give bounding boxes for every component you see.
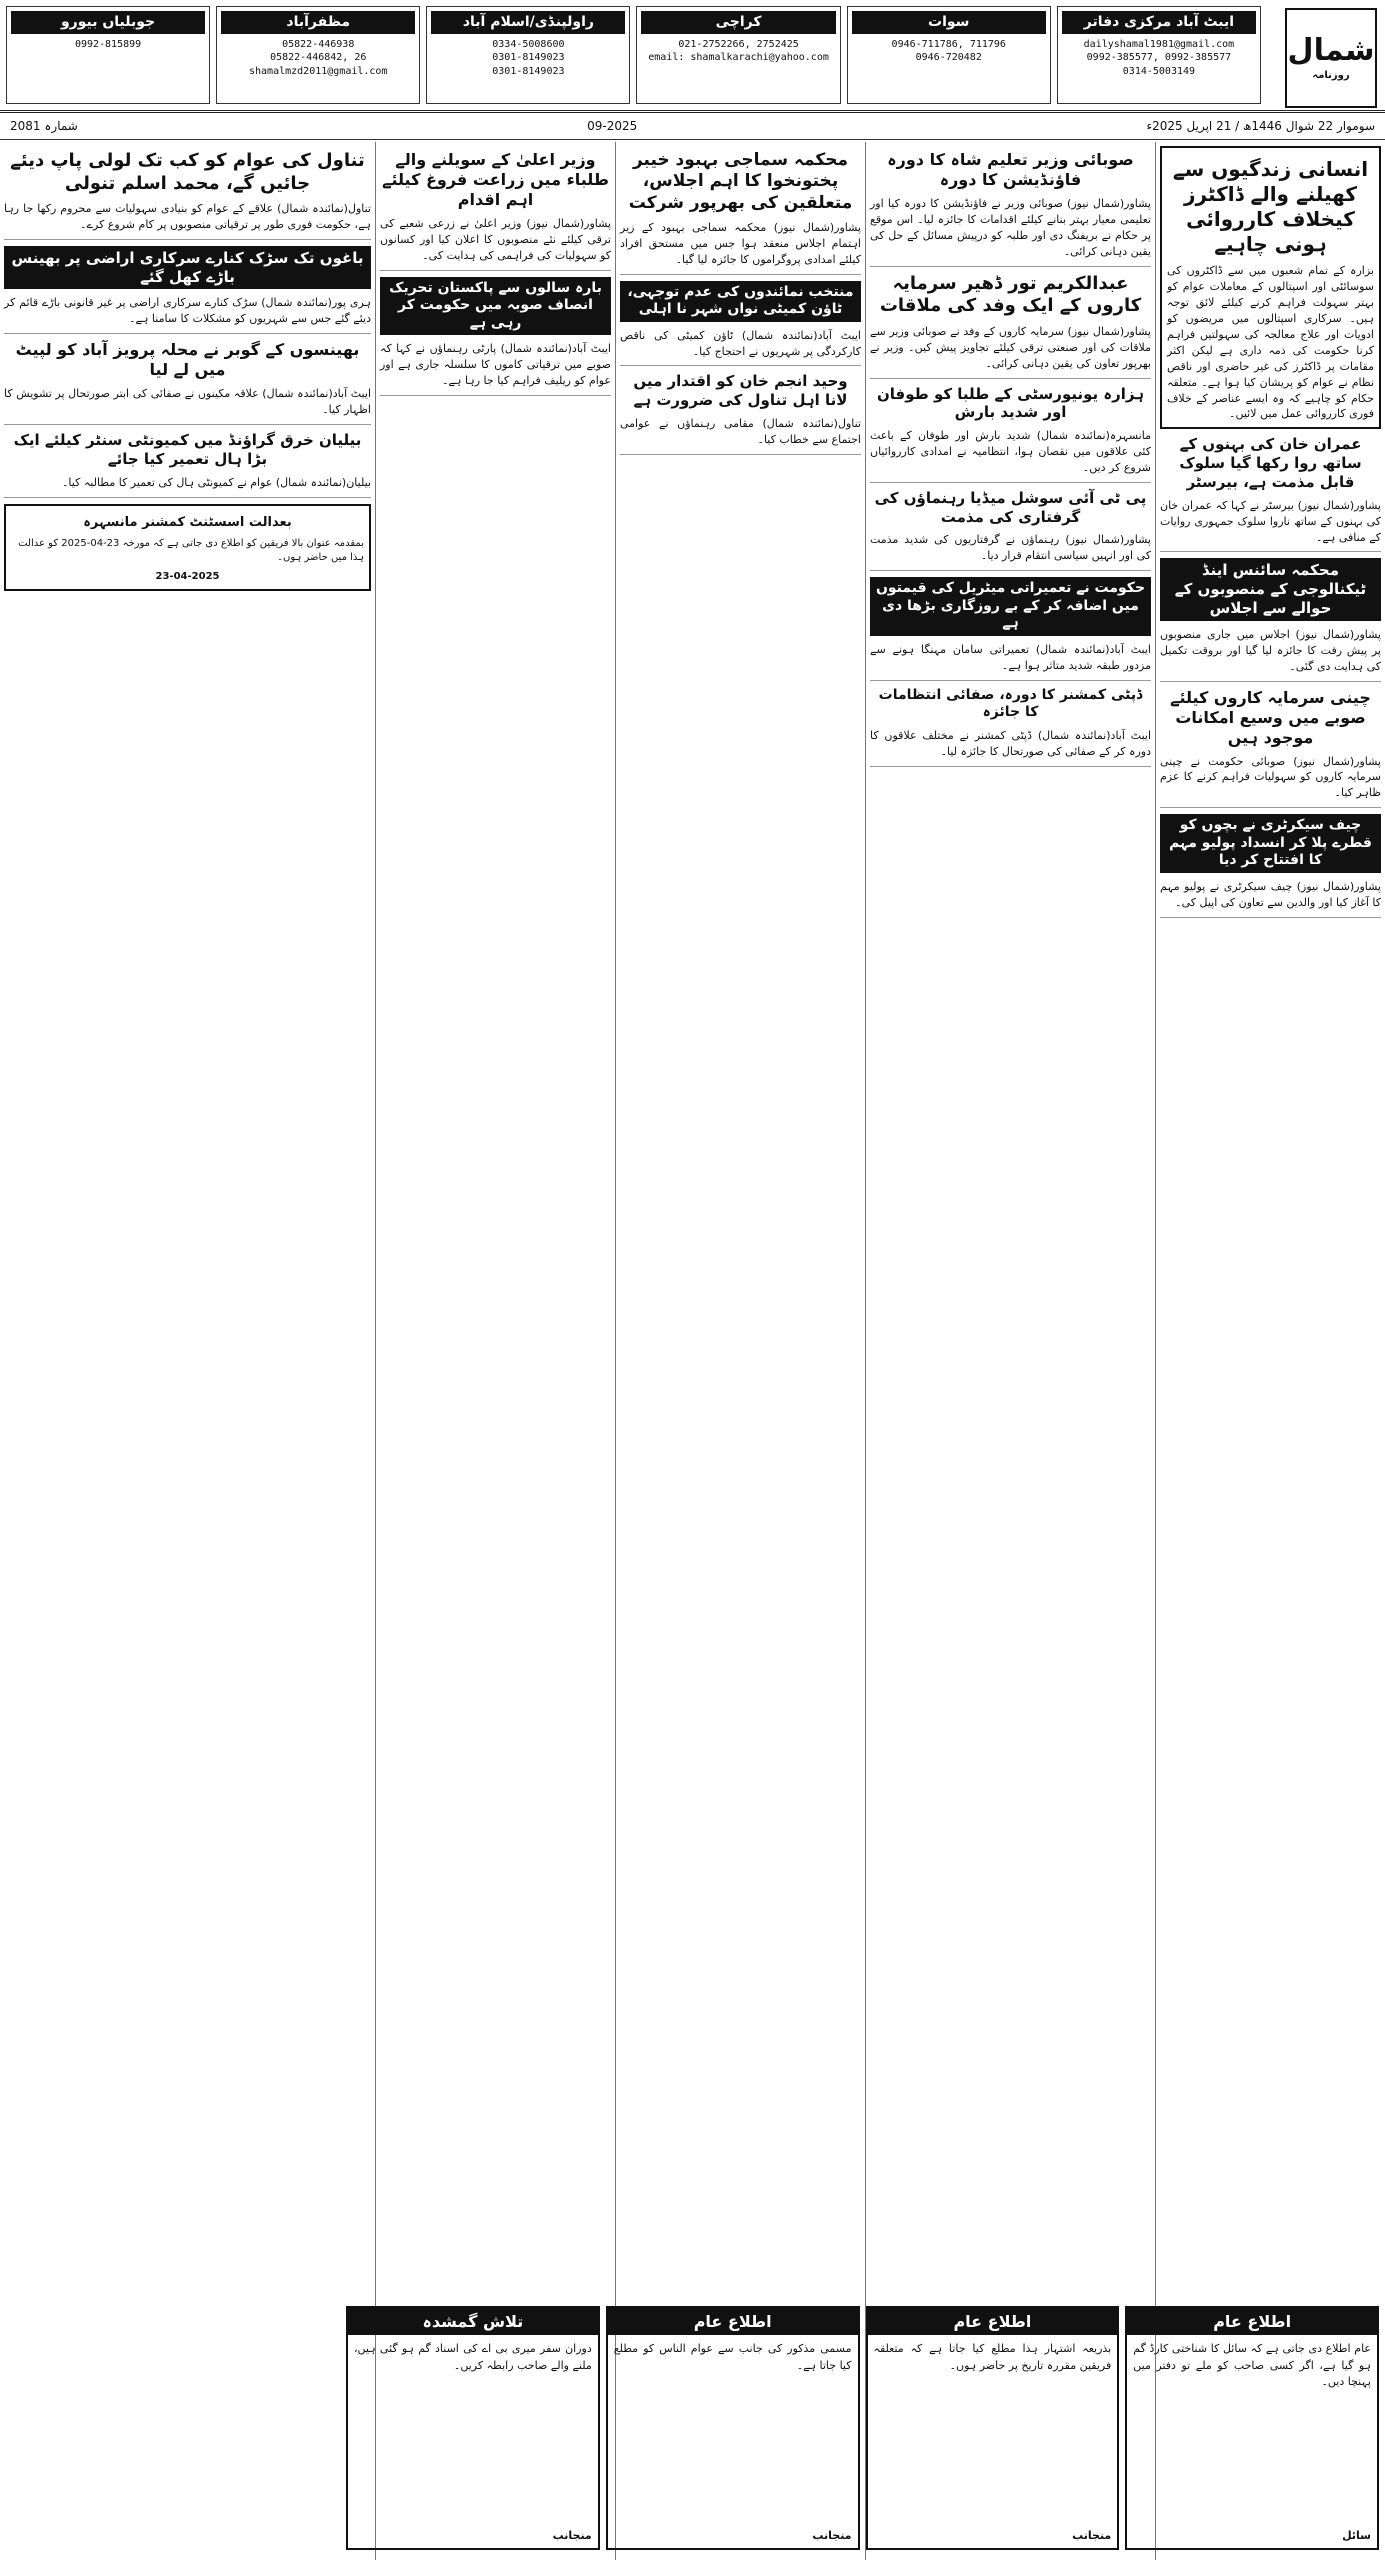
office-jubilian: جوبلیاں بیورو 0992-815899 — [6, 6, 210, 104]
story-chinese-investors: چینی سرمایہ کاروں کیلئے صوبے میں وسیع امکانات موجود ہیں پشاور(شمال نیوز) صوبائی حکومت نے چینی سرمایہ کاروں کو سہولیات فراہم کرنے کا عزم ظاہر کیا۔ — [1160, 688, 1381, 809]
office-strip — [6, 6, 1261, 104]
story-minister-visit: صوبائی وزیر تعلیم شاہ کا دورہ فاؤنڈیشن کا دورہ پشاور(شمال نیوز) صوبائی وزیر نے فاؤنڈیشن کا دورہ کیا اور تعلیمی معیار بہتر بنانے کیلئے اقدامات کا جائزہ لیا۔ اس موقع پر حکام نے بریفنگ دی اور طلبہ کو درپیش مسائل کے حل کی یقین دہانی کرائی۔ — [870, 150, 1151, 267]
story-science-tech-meeting: محکمہ سائنس اینڈ ٹیکنالوجی کے منصوبوں کے حوالے سے اجلاس پشاور(شمال نیوز) اجلاس میں جاری منصوبوں پر پیش رفت کا جائزہ لیا گیا اور بروقت تکمیل کی ہدایت دی گئی۔ — [1160, 558, 1381, 681]
story-pti-government: بارہ سالوں سے پاکستان تحریک انصاف صوبہ میں حکومت کر رہی ہے ایبٹ آباد(نمائندہ شمال) پارٹی رہنماؤں نے کہا کہ صوبے میں ترقیاتی کاموں کا سلسلہ جاری ہے اور عوام کو ریلیف فراہم کیا جا رہا ہے۔ — [380, 277, 611, 396]
story-tanawal-demands: تناول کی عوام کو کب تک لولی پاپ دیئے جائیں گے، محمد اسلم تنولی تناول(نمائندہ شمال) علاقے کے عوام کو بنیادی سہولیات سے محروم رکھا جا رہا ہے، حکومت فوری طور پر ترقیاتی منصوبوں پر کام شروع کرے۔ — [4, 150, 371, 240]
newspaper-logo: شمال روزنامہ — [1285, 8, 1377, 108]
center-right-column — [865, 142, 1155, 2560]
notice-2: اطلاع عام بذریعہ اشتہار ہذا مطلع کیا جاتا ہے کہ متعلقہ فریقین مقررہ تاریخ پر حاضر ہوں۔ منجانب — [866, 2306, 1120, 2550]
office-karachi: کراچی 021-2752266, 2752425 email: shamalkarachi@yahoo.com — [636, 6, 840, 104]
story-pti-arrests: پی ٹی آئی سوشل میڈیا رہنماؤں کی گرفتاری کی مذمت پشاور(شمال نیوز) رہنماؤں نے گرفتاریوں کی شدید مذمت کی اور انہیں سیاسی انتقام قرار دیا۔ — [870, 489, 1151, 571]
story-parvaiz-abad: بھینسوں کے گوبر نے محلہ پرویز آباد کو لپیٹ میں لے لیا ایبٹ آباد(نمائندہ شمال) علاقہ مکینوں نے صفائی کی ابتر صورتحال پر تشویش کا اظہار کیا۔ — [4, 340, 371, 425]
story-buffalo-pens: باغوں تک سڑک کنارے سرکاری اراضی پر بھینس باڑے کھل گئے ہری پور(نمائندہ شمال) سڑک کنارے سرکاری اراضی پر غیر قانونی باڑے قائم کر دیئے گئے جس سے شہریوں کو مشکلات کا سامنا ہے۔ — [4, 246, 371, 334]
right-column — [1155, 142, 1385, 2560]
classified-notices — [340, 2306, 1385, 2560]
left-column — [0, 142, 375, 2560]
center-column — [615, 142, 865, 2560]
issue-date: سوموار 22 شوال 1446ھ / 21 اپریل 2025ء — [1146, 118, 1375, 133]
dateline — [0, 112, 1385, 140]
story-polio-campaign: چیف سیکرٹری نے بچوں کو قطرے پلا کر انسداد پولیو مہم کا افتتاح کر دیا پشاور(شمال نیوز) چیف سیکرٹری نے پولیو مہم کا آغاز کیا اور والدین سے تعاون کی اپیل کی۔ — [1160, 814, 1381, 917]
story-waheed-anjum: وحید انجم خان کو اقتدار میں لانا اہل تناول کی ضرورت ہے تناول(نمائندہ شمال) مقامی رہنماؤں نے عوامی اجتماع سے خطاب کیا۔ — [620, 372, 861, 454]
masthead — [0, 0, 1385, 113]
notice-3: اطلاع عام مسمی مذکور کی جانب سے عوام الناس کو مطلع کیا جاتا ہے۔ منجانب — [606, 2306, 860, 2550]
lead-story: انسانی زندگیوں سے کھیلنے والے ڈاکٹرز کیخلاف کارروائی ہونی چاہیے بزارہ کے تمام شعبوں میں سے ڈاکٹروں کی سوسائٹی اور اسپتالوں کے معاملات عوام کو بہتر سہولت فراہم کرنے کیلئے لائق توجہ ہیں۔ سرکاری اسپتالوں میں مریضوں کو ادویات اور علاج معالجہ کی سہولتیں فراہم کرنا حکومت کی ذمہ داری ہے لیکن اکثر مقامات پر ڈاکٹرز کی غیر حاضری اور ناقص نظام نے عوام کو پریشان کیا ہوا ہے۔ متعلقہ حکام کو چاہیے کہ وہ ایسے عناصر کے خلاف فوری کارروائی عمل میں لائیں۔ — [1160, 146, 1381, 429]
court-notice: بعدالت اسسٹنٹ کمشنر مانسہرہ بمقدمہ عنوان بالا فریقین کو اطلاع دی جاتی ہے کہ مورخہ 23-04-2025 کو عدالت ہذا میں حاضر ہوں۔ 23-04-2025 — [4, 504, 371, 592]
office-swat: سوات 0946-711786, 711796 0946-720482 — [847, 6, 1051, 104]
notice-1: اطلاع عام عام اطلاع دی جاتی ہے کہ سائل کا شناختی کارڈ گم ہو گیا ہے، اگر کسی صاحب کو ملے تو دفتر میں پہنچا دیں۔ سائل — [1125, 2306, 1379, 2550]
office-abbottabad: ایبٹ آباد مرکزی دفاتر dailyshamal1981@gmail.com 0992-385577, 0992-385577 0314-5003149 — [1057, 6, 1261, 104]
office-rawalpindi: راولپنڈی/اسلام آباد 0334-5008600 0301-8149023 0301-8149023 — [426, 6, 630, 104]
story-agriculture: وزیر اعلیٰ کے سویلنے والے طلباء میں زراعت فروغ کیلئے اہم اقدام پشاور(شمال نیوز) وزیر اعلیٰ نے زرعی شعبے کی ترقی کیلئے نئے منصوبوں کا اعلان کیا اور کسانوں کو سہولیات کی فراہمی کی ہدایت کی۔ — [380, 150, 611, 271]
story-dc-visit: ڈپٹی کمشنر کا دورہ، صفائی انتظامات کا جائزہ ایبٹ آباد(نمائندہ شمال) ڈپٹی کمشنر نے مختلف علاقوں کا دورہ کر کے صفائی کی صورتحال کا جائزہ لیا۔ — [870, 687, 1151, 767]
registration-number: 09-2025 — [587, 118, 638, 133]
page-content — [0, 142, 1385, 2560]
story-investors-delegation: عبدالکریم تور ڈھیر سرمایہ کاروں کے ایک وفد کی ملاقات پشاور(شمال نیوز) سرمایہ کاروں کے وفد نے صوبائی وزیر سے ملاقات کی اور صنعتی ترقی کیلئے تجاویز پیش کیں۔ وزیر نے بھرپور تعاون کی یقین دہانی کرائی۔ — [870, 273, 1151, 379]
office-muzaffarabad: مظفرآباد 05822-446938 05822-446842, 26 shamalmzd2011@gmail.com — [216, 6, 420, 104]
story-town-committee: منتخب نمائندوں کی عدم توجہی، ٹاؤن کمیٹی نواں شہر نا اہلی ایبٹ آباد(نمائندہ شمال) ٹاؤن کمیٹی کی ناقص کارکردگی پر شہریوں نے احتجاج کیا۔ — [620, 281, 861, 367]
center-left-column — [375, 142, 615, 2560]
story-construction-costs: حکومت نے تعمیراتی میٹریل کی قیمتوں میں اضافہ کر کے بے روزگاری بڑھا دی ہے ایبٹ آباد(نمائندہ شمال) تعمیراتی سامان مہنگا ہونے سے مزدور طبقہ شدید متاثر ہوا ہے۔ — [870, 577, 1151, 680]
notice-lost-certificate: تلاش گمشدہ دوران سفر میری بی اے کی اسناد گم ہو گئی ہیں، ملنے والے صاحب رابطہ کریں۔ منجانب — [346, 2306, 600, 2550]
story-community-hall: بیلیان خرق گراؤنڈ میں کمیونٹی سنٹر کیلئے ایک بڑا ہال تعمیر کیا جائے بیلیان(نمائندہ شمال) عوام نے کمیونٹی ہال کی تعمیر کا مطالبہ کیا۔ — [4, 431, 371, 497]
story-hazara-storm: ہزارہ یونیورسٹی کے طلبا کو طوفان اور شدید بارش مانسہرہ(نمائندہ شمال) شدید بارش اور طوفان کے باعث کئی علاقوں میں نقصان ہوا، انتظامیہ نے امدادی کارروائیاں شروع کر دیں۔ — [870, 385, 1151, 483]
story-imran-sisters: عمران خان کی بہنوں کے ساتھ روا رکھا گیا سلوک قابل مذمت ہے، بیرسٹر پشاور(شمال نیوز) بیرسٹر نے کہا کہ عمران خان کی بہنوں کے ساتھ ناروا سلوک جمہوری روایات کے منافی ہے۔ — [1160, 435, 1381, 552]
story-social-welfare: محکمہ سماجی بہبود خیبر پختونخوا کا اہم اجلاس، متعلقین کی بھرپور شرکت پشاور(شمال نیوز) محکمہ سماجی بہبود کے زیر اہتمام اجلاس منعقد ہوا جس میں مستحق افراد کیلئے امدادی پروگراموں کا جائزہ لیا گیا۔ — [620, 150, 861, 275]
issue-number: شمارہ 2081 — [10, 118, 78, 133]
